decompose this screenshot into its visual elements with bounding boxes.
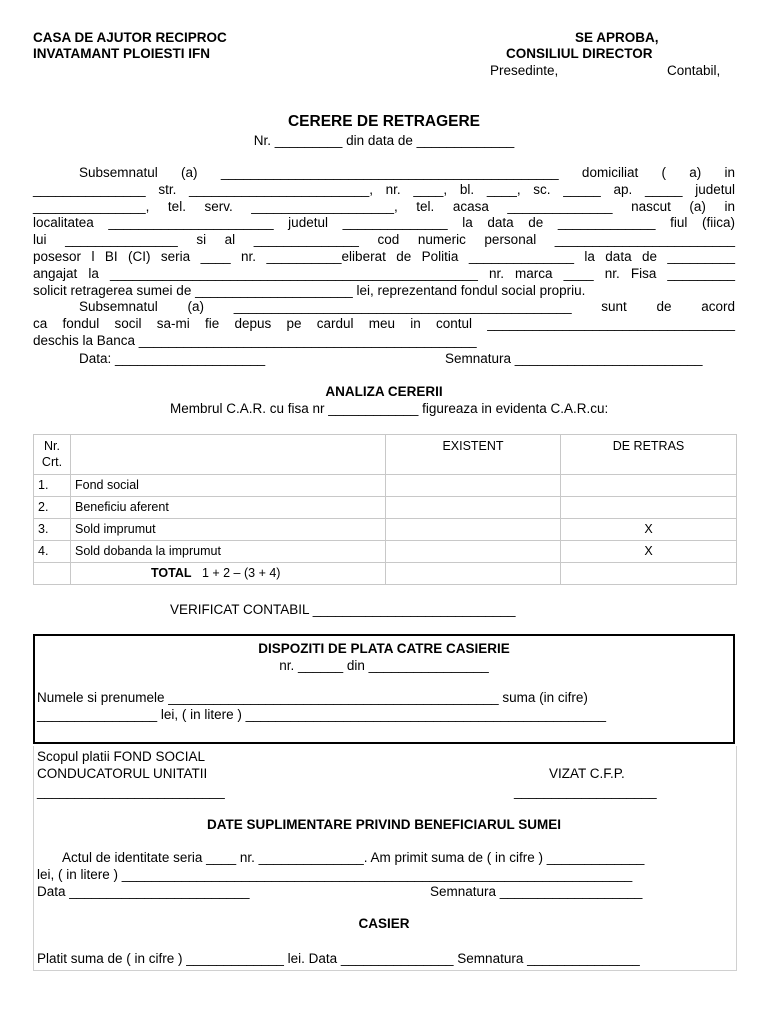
accountant-label: Contabil, xyxy=(667,63,721,78)
vizat-signature-line: ___________________ xyxy=(514,784,657,799)
payment-purpose: Scopul platii FOND SOCIAL xyxy=(37,749,206,764)
total-formula: 1 + 2 – (3 + 4) xyxy=(201,566,281,580)
body-line: Subsemnatul (a) _____________________________________________ domiciliat ( a) in xyxy=(79,165,735,180)
body-line: deschis la Banca _____________________________________________ xyxy=(33,332,477,348)
row-existent[interactable] xyxy=(386,497,561,519)
body-line: lui _______________ si al ______________ cod numeric personal ________________________ xyxy=(33,232,735,248)
col-label-header xyxy=(71,435,386,475)
row-retras: X xyxy=(561,519,737,541)
col-nr-text: Nr. xyxy=(44,439,60,453)
col-retras-header: DE RETRAS xyxy=(561,435,737,475)
row-retras: X xyxy=(561,541,737,563)
row-nr: 4. xyxy=(34,541,71,563)
total-nr xyxy=(34,563,71,585)
request-number-line: Nr. _________ din data de _____________ xyxy=(253,133,515,148)
row-label: Sold dobanda la imprumut xyxy=(71,541,386,563)
president-label: Presedinte, xyxy=(490,63,559,78)
document-title: CERERE DE RETRAGERE xyxy=(287,113,481,130)
beneficiary-litere-line: lei, ( in litere ) ____________________________________________________________________ xyxy=(37,867,633,882)
cashier-line: Platit suma de ( in cifre ) _____________ lei. Data _______________ Semnatura _______________ xyxy=(37,951,640,966)
total-retras[interactable] xyxy=(561,563,737,585)
approval-label: SE APROBA, xyxy=(575,30,659,45)
body-line: Subsemnatul (a) _____________________________________________ sunt de acord xyxy=(79,299,735,315)
conducator-signature-line: _________________________ xyxy=(37,784,225,799)
table-row xyxy=(34,541,737,563)
col-existent-header: EXISTENT xyxy=(386,435,561,475)
analysis-title: ANALIZA CERERII xyxy=(325,384,443,399)
row-retras[interactable] xyxy=(561,497,737,519)
date-field: Data: ____________________ xyxy=(79,351,266,366)
org-name-line2: INVATAMANT PLOIESTI IFN xyxy=(33,46,210,61)
payment-name-line: Numele si prenumele ____________________________________________ suma (in cifre) xyxy=(37,690,588,705)
row-existent[interactable] xyxy=(386,541,561,563)
row-label: Fond social xyxy=(71,475,386,497)
payment-title: DISPOZITI DE PLATA CATRE CASIERIE xyxy=(258,641,510,656)
body-line: posesor l BI (CI) seria ____ nr. __________eliberat de Politia ______________ la data de _________ xyxy=(33,248,735,264)
table-header-row xyxy=(34,435,737,475)
row-nr: 3. xyxy=(34,519,71,541)
total-label-cell xyxy=(71,563,386,585)
payment-litere-line: ________________ lei, ( in litere ) ________________________________________________ xyxy=(37,707,607,722)
member-line: Membrul C.A.R. cu fisa nr ____________ figureaza in evidenta C.A.R.cu: xyxy=(170,401,609,416)
vizat-label: VIZAT C.F.P. xyxy=(549,766,625,781)
row-label: Beneficiu aferent xyxy=(71,497,386,519)
total-label: TOTAL xyxy=(151,566,192,580)
signature-field: Semnatura _________________________ xyxy=(445,351,703,366)
cashier-title: CASIER xyxy=(358,916,410,931)
verificat-contabil: VERIFICAT CONTABIL ___________________________ xyxy=(170,602,516,617)
table-row xyxy=(34,475,737,497)
row-existent[interactable] xyxy=(386,475,561,497)
body-line: angajat la _________________________________________________ nr. marca ____ nr. Fisa _________ xyxy=(33,265,735,281)
body-line: solicit retragerea sumei de _____________________ lei, reprezentand fondul social propriu. xyxy=(33,282,586,298)
beneficiary-signature: Semnatura ___________________ xyxy=(430,884,643,899)
total-existent[interactable] xyxy=(386,563,561,585)
payment-nr-line: nr. ______ din ________________ xyxy=(279,658,489,673)
org-name-line1: CASA DE AJUTOR RECIPROC xyxy=(33,30,227,45)
beneficiary-id-line: Actul de identitate seria ____ nr. ______________. Am primit suma de ( in cifre ) _____________ xyxy=(62,850,645,865)
body-line: _______________ str. ________________________, nr. ____, bl. ____, sc. _____ ap. _____ judetul xyxy=(33,181,735,197)
council-label: CONSILIUL DIRECTOR xyxy=(506,46,653,61)
conducator-label: CONDUCATORUL UNITATII xyxy=(37,766,208,781)
beneficiary-title: DATE SUPLIMENTARE PRIVIND BENEFICIARUL SUMEI xyxy=(206,817,562,832)
row-nr: 2. xyxy=(34,497,71,519)
row-existent[interactable] xyxy=(386,519,561,541)
col-nr-header xyxy=(34,435,71,475)
body-line: localitatea ______________________ judetul ______________ la data de _____________ fiul (fiica) xyxy=(33,215,735,231)
body-line: ca fondul socil sa-mi fie depus pe cardul meu in contul _________________________________ xyxy=(33,316,735,332)
request-body xyxy=(33,165,735,350)
beneficiary-date: Data ________________________ xyxy=(37,884,250,899)
body-line: _______________, tel. serv. ___________________, tel. acasa ______________ nascut (a) in xyxy=(33,198,735,214)
analysis-table xyxy=(33,434,737,585)
row-label: Sold imprumut xyxy=(71,519,386,541)
row-retras[interactable] xyxy=(561,475,737,497)
table-row xyxy=(34,519,737,541)
row-nr: 1. xyxy=(34,475,71,497)
table-row xyxy=(34,497,737,519)
col-crt-text: Crt. xyxy=(41,455,63,469)
table-total-row xyxy=(34,563,737,585)
